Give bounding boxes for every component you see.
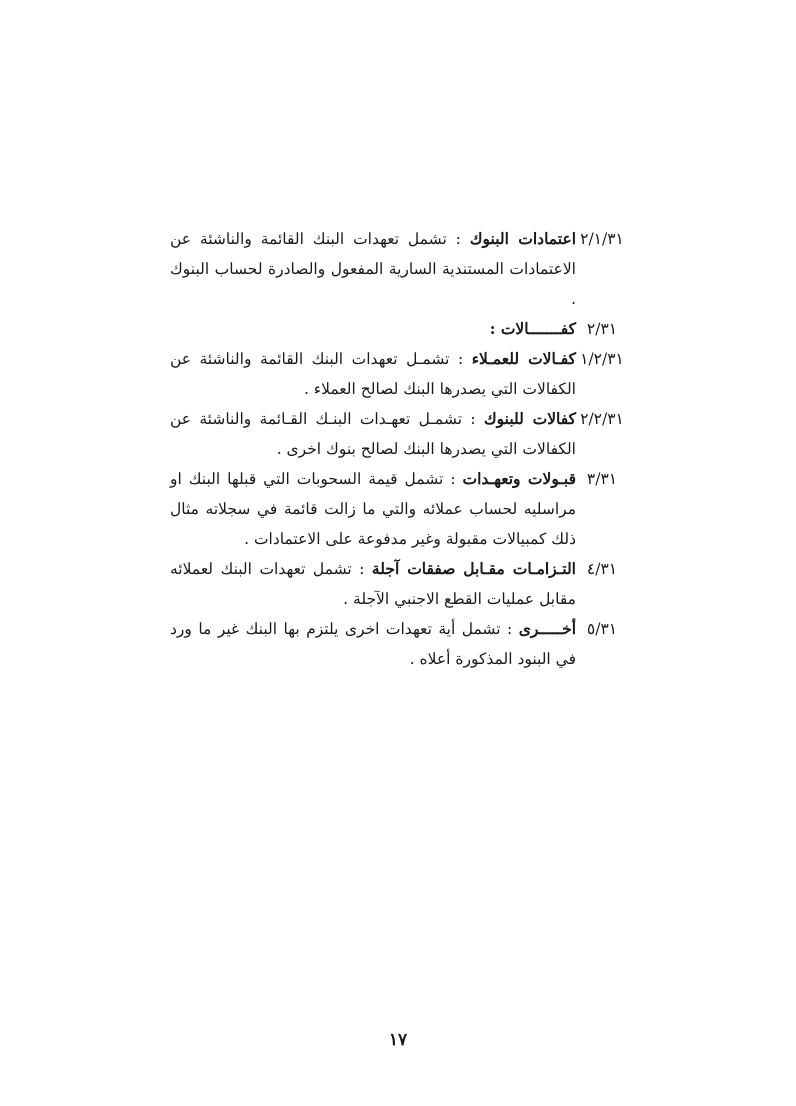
item-number: ٢/٢/٣١ (580, 410, 624, 428)
page-number: ١٧ (388, 1030, 408, 1050)
item-title: قبـولات وتعهـدات (462, 469, 576, 488)
item-body (170, 464, 576, 554)
item-title: كفالات للبنوك (483, 409, 576, 428)
item-title: أخـــــرى (518, 619, 576, 638)
item-title: كفـالات للعمـلاء (471, 349, 577, 368)
item-text: : تشمل تعهدات البنك لعملائه مقابل عمليات القطع الاجنبي الآجلة . (170, 560, 576, 608)
list-item (170, 614, 628, 674)
item-number: ٤/٣١ (586, 560, 618, 578)
item-body (170, 314, 576, 344)
item-title: اعتمادات البنوك (469, 229, 576, 248)
list-item (170, 464, 628, 554)
item-body (170, 614, 576, 674)
item-title: التـزامـات مقـابل صفقات آجلة (371, 559, 576, 578)
item-text: : تشمل تعهدات البنك القائمة والناشئة عن الاعتمادات المستندية السارية المفعول والصادرة لحساب البنوك . (170, 230, 576, 308)
list-item (170, 224, 628, 314)
item-number: ١/٢/٣١ (580, 350, 624, 368)
item-body (170, 224, 576, 314)
item-body (170, 554, 576, 614)
item-body (170, 344, 576, 404)
list-item (170, 344, 628, 404)
item-number: ٢/١/٣١ (580, 230, 624, 248)
list-item (170, 314, 628, 344)
item-text: : تشمل أية تعهدات اخرى يلتزم بها البنك غير ما ورد في البنود المذكورة أعلاه . (170, 620, 576, 668)
definitions-list (170, 224, 628, 674)
item-text: : تشمل قيمة السحوبات التي قبلها البنك او مراسليه لحساب عملائه والتي ما زالت قائمة في سجلاته مثال ذلك كمبيالات مقبولة وغير مدفوعة على الاعتمادات . (170, 470, 576, 548)
item-number: ٥/٣١ (586, 620, 618, 638)
item-text: : تشمـل تعهدات البنك القائمة والناشئة عن الكفالات التي يصدرها البنك لصالح العملاء . (170, 350, 576, 398)
item-number: ٣/٣١ (586, 470, 618, 488)
item-body (170, 404, 576, 464)
item-title: كفـــــــالات : (489, 319, 576, 338)
list-item (170, 404, 628, 464)
item-number: ٢/٣١ (586, 320, 618, 338)
list-item (170, 554, 628, 614)
item-text: : تشمـل تعهـدات البنـك القـائمة والناشئة عن الكفالات التي يصدرها البنك لصالح بنوك اخرى . (170, 410, 576, 458)
